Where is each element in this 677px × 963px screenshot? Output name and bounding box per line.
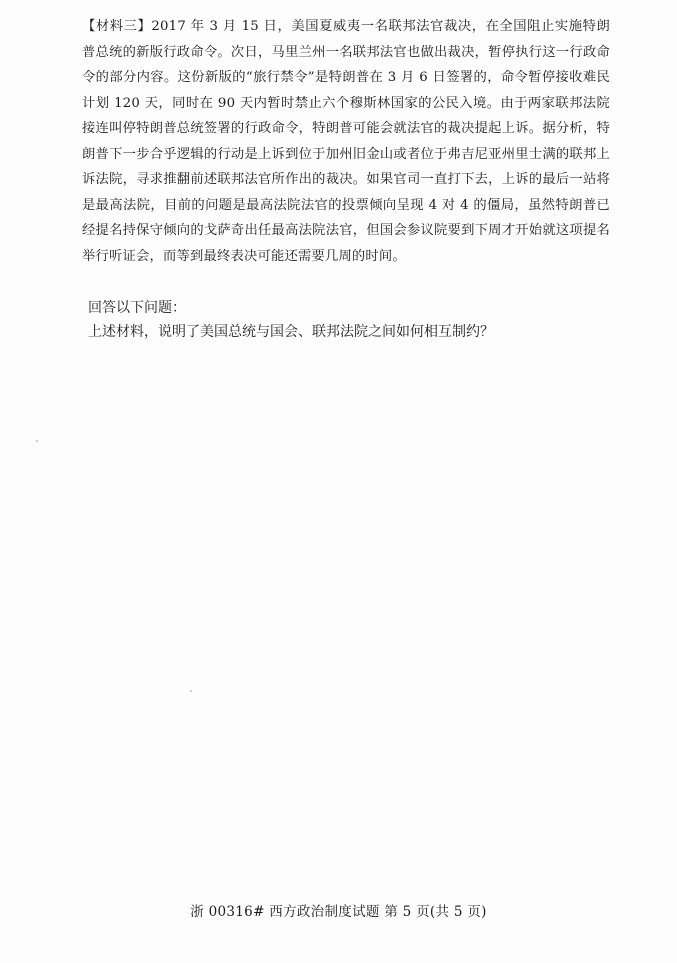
material-paragraph: [82, 14, 610, 269]
material-text: 2017 年 3 月 15 日，美国夏威夷一名联邦法官裁决，在全国阻止实施特朗普总统的新版行政命令。次日，马里兰州一名联邦法官也做出裁决，暂停执行这一行政命令的部分内容。这份新版的“旅行禁令”是特朗普在 3 月 6 日签署的，命令暂停接收难民计划 120 天，同时在 90 天内暂时禁止六个穆斯林国家的公民入境。由于两家联邦法院接连叫停特朗普总统签署的行政命令，特朗普可能会就法官的裁决提起上诉。据分析，特朗普下一步合乎逻辑的行动是上诉到位于加州旧金山或者位于弗吉尼亚州里士满的联邦上诉法院，寻求推翻前述联邦法官所作出的裁决。如果官司一直打下去，上诉的最后一站将是最高法院，目前的问题是最高法院法官的投票倾向呈现 4 对 4 的僵局，虽然特朗普已经提名持保守倾向的戈萨奇出任最高法院法官，但国会参议院要到下周才开始就这项提名举行听证会，而等到最终表决可能还需要几周的时间。: [82, 19, 611, 264]
page-footer: 浙 00316# 西方政治制度试题 第 5 页(共 5 页): [190, 904, 487, 920]
question-block: [82, 296, 610, 344]
material-three: [82, 14, 610, 269]
material-label: 【材料三】: [82, 19, 152, 34]
scan-speck: [190, 690, 192, 692]
answer-instruction: 回答以下问题：: [88, 300, 186, 316]
question-text: 上述材料，说明了美国总统与国会、联邦法院之间如何相互制约？: [88, 324, 494, 340]
scan-speck: [36, 440, 38, 442]
